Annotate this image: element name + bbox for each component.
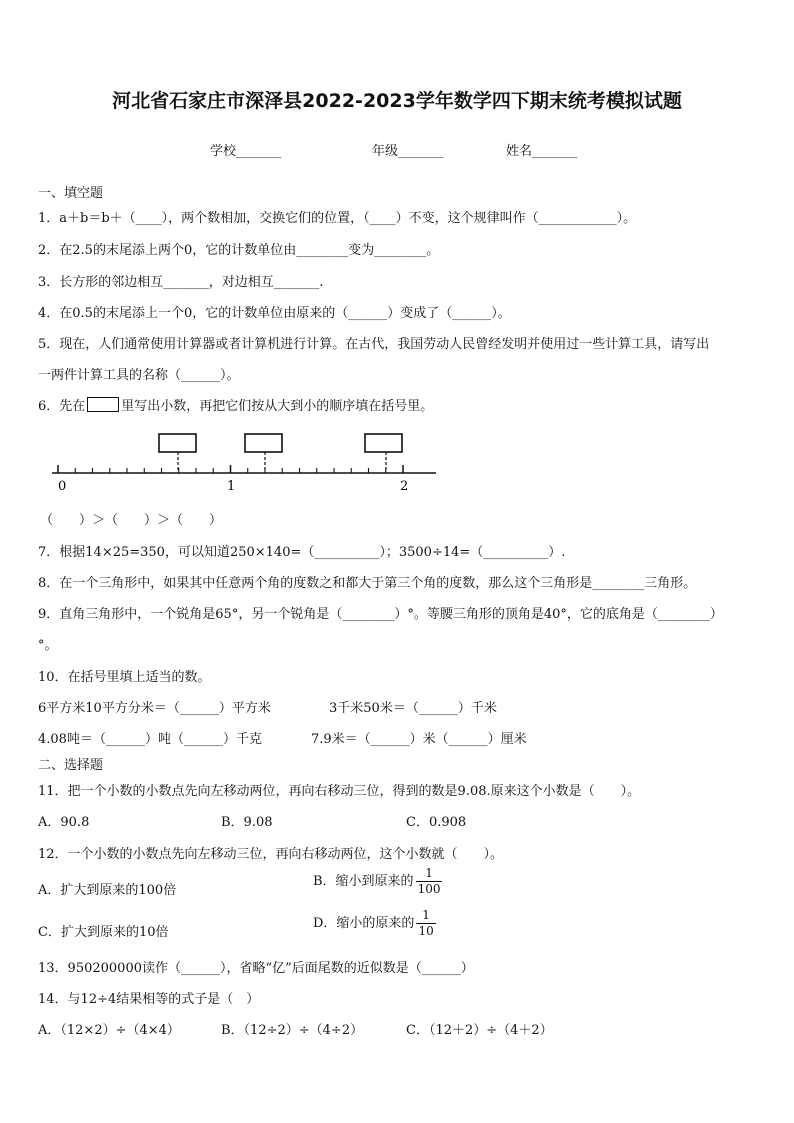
question-12-option-a: A．扩大到原来的100倍 (38, 883, 177, 898)
question-14: 14．与12÷4结果相等的式子是（ ） (38, 992, 260, 1007)
fraction-denominator: 10 (418, 924, 434, 938)
question-10-c: 4.08吨＝（______）吨（______）千克 (38, 732, 262, 747)
question-10-b: 3千米50米＝（______）千米 (329, 701, 497, 716)
grade-field: 年级_______ (372, 144, 444, 159)
option-b-text: B．缩小到原来的 (313, 874, 414, 889)
option-d-text: D．缩小的原来的 (313, 916, 415, 931)
question-14-option-a: A．（12×2）÷（4×4） (38, 1023, 180, 1038)
question-7: 7．根据14×25=350，可以知道250×140=（__________）；3500÷14=（__________）. (38, 545, 566, 560)
question-8: 8．在一个三角形中，如果其中任意两个角的度数之和都大于第三个角的度数，那么这个三角形是________三角形。 (38, 576, 697, 591)
answer-box-1 (159, 434, 196, 452)
answer-box-inline (87, 397, 119, 412)
section-choice-heading: 二、选择题 (38, 758, 104, 773)
axis-ticks (58, 465, 403, 473)
question-11-option-b: B．9.08 (221, 815, 273, 830)
question-2: 2．在2.5的末尾添上两个0，它的计数单位由________变为________。 (38, 243, 440, 258)
answer-box-3 (365, 434, 402, 452)
question-10-d: 7.9米＝（______）米（______）厘米 (311, 732, 527, 747)
question-11: 11．把一个小数的小数点先向左移动两位，再向右移动三位，得到的数是9.08.原来这个小数是（ ）。 (38, 784, 641, 799)
label-1: 1 (227, 479, 236, 494)
question-11-option-c: C．0.908 (406, 815, 467, 830)
fraction-1-100 (416, 866, 443, 897)
school-field: 学校_______ (210, 144, 282, 159)
question-6 (38, 395, 433, 414)
number-line (40, 428, 450, 496)
label-2: 2 (400, 479, 409, 494)
question-14-option-c: C．（12＋2）÷（4＋2） (406, 1023, 553, 1038)
question-3: 3．长方形的邻边相互_______，对边相互_______. (38, 275, 324, 290)
question-9-line-1: 9．直角三角形中，一个锐角是65°，另一个锐角是（________）°。等腰三角形的顶角是40°，它的底角是（________） (38, 607, 723, 622)
question-4: 4．在0.5的末尾添上一个0，它的计数单位由原来的（______）变成了（______）。 (38, 306, 511, 321)
question-9-line-2: °。 (38, 638, 58, 653)
page-title: 河北省石家庄市深泽县2022-2023学年数学四下期末统考模拟试题 (112, 90, 682, 112)
question-5-line-2: 一两件计算工具的名称（______）。 (38, 368, 240, 383)
question-5-line-1: 5．现在，人们通常使用计算器或者计算机进行计算。在古代，我国劳动人民曾经发明并使用过一些计算工具，请写出 (38, 337, 710, 352)
question-6-prefix: 6．先在 (38, 399, 86, 414)
question-13: 13．950200000读作（______），省略“亿”后面尾数的近似数是（______） (38, 961, 474, 976)
question-12-option-d (313, 908, 436, 939)
fraction-numerator: 1 (416, 908, 435, 924)
name-field: 姓名_______ (506, 144, 578, 159)
answer-box-2 (245, 434, 282, 452)
question-12: 12．一个小数的小数点先向左移动三位，再向右移动两位，这个小数就（ ）。 (38, 847, 504, 862)
fraction-denominator: 100 (417, 882, 441, 896)
fraction-1-10 (416, 908, 435, 939)
label-0: 0 (58, 479, 67, 494)
question-12-option-c: C．扩大到原来的10倍 (38, 925, 169, 940)
question-11-option-a: A．90.8 (38, 815, 90, 830)
question-1: 1．a＋b＝b＋（____），两个数相加，交换它们的位置，（____）不变，这个规律叫作（____________）。 (38, 211, 637, 226)
question-6-compare: （ ）＞（ ）＞（ ） (40, 513, 223, 528)
question-14-option-b: B．（12÷2）÷（4÷2） (221, 1023, 364, 1038)
section-fill-heading: 一、填空题 (38, 186, 104, 201)
question-6-suffix: 里写出小数，再把它们按从大到小的顺序填在括号里。 (121, 399, 434, 414)
question-12-option-b (313, 866, 442, 897)
question-10: 10．在括号里填上适当的数。 (38, 670, 211, 685)
fraction-numerator: 1 (416, 866, 443, 882)
question-10-a: 6平方米10平方分米＝（______）平方米 (38, 701, 271, 716)
